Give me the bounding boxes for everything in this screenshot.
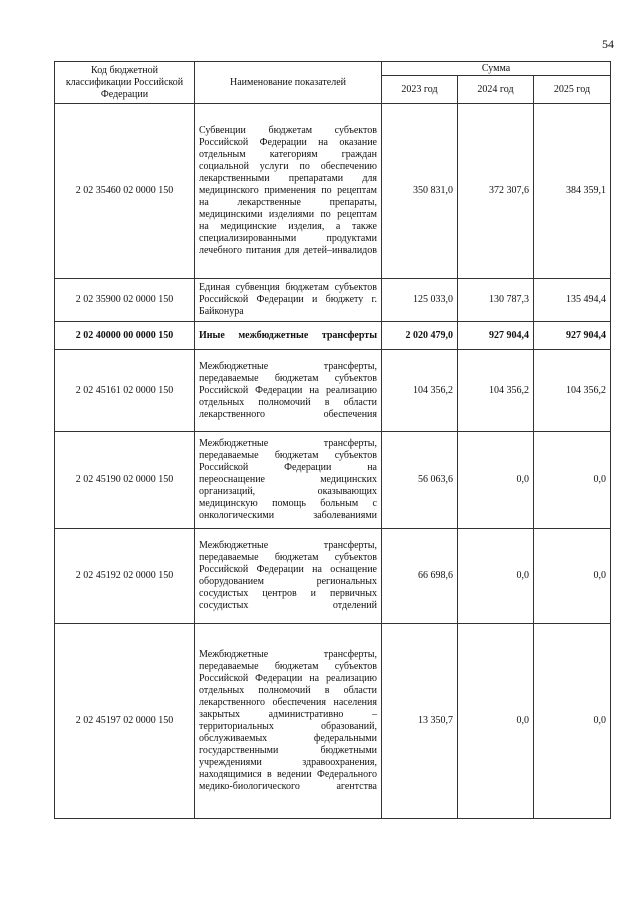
page-number: 54 — [602, 37, 614, 51]
row-value-2024: 104 356,2 — [458, 350, 534, 432]
row-code: 2 02 45190 02 0000 150 — [55, 432, 195, 529]
row-value-2024: 0,0 — [458, 529, 534, 624]
row-name: Субвенции бюджетам субъектов Российской Федерации на оказание отдельным категориям граждан социальной услуги по обеспечению лекарственными препаратами для медицинского применения по рецептам на лекарственные препараты, медицинскими изделиями по рецептам на медицинские изделия, а также специализированными продуктами лечебного питания для детей–инвалидов — [195, 104, 382, 279]
row-name: Межбюджетные трансферты, передаваемые бюджетам субъектов Российской Федерации на переоснащение медицинских организаций, оказывающих медицинскую помощь больным с онкологическими заболеваниями — [195, 432, 382, 529]
row-value-2024: 927 904,4 — [458, 322, 534, 350]
row-value-2024: 372 307,6 — [458, 104, 534, 279]
row-code: 2 02 35900 02 0000 150 — [55, 279, 195, 322]
row-value-2025: 104 356,2 — [534, 350, 611, 432]
table-row — [55, 279, 611, 322]
row-value-2025: 0,0 — [534, 529, 611, 624]
row-value-2023: 350 831,0 — [382, 104, 458, 279]
header-year-2025: 2025 год — [534, 76, 611, 104]
header-year-2023: 2023 год — [382, 76, 458, 104]
budget-table — [54, 61, 611, 819]
row-value-2025: 0,0 — [534, 432, 611, 529]
row-value-2023: 125 033,0 — [382, 279, 458, 322]
table-row — [55, 432, 611, 529]
row-code: 2 02 45161 02 0000 150 — [55, 350, 195, 432]
row-value-2025: 927 904,4 — [534, 322, 611, 350]
table-row-total — [55, 322, 611, 350]
row-name: Межбюджетные трансферты, передаваемые бюджетам субъектов Российской Федерации на реализацию отдельных полномочий в области лекарственного обеспечения населения закрытых административно – территориальных образований, обслуживаемых федеральными государственными бюджетными учреждениями здравоохранения, находящимися в ведении Федерального медико-биологического агентства — [195, 624, 382, 819]
row-name: Межбюджетные трансферты, передаваемые бюджетам субъектов Российской Федерации на реализацию отдельных полномочий в области лекарственного обеспечения — [195, 350, 382, 432]
row-value-2025: 135 494,4 — [534, 279, 611, 322]
header-year-2024: 2024 год — [458, 76, 534, 104]
row-value-2023: 2 020 479,0 — [382, 322, 458, 350]
row-value-2024: 0,0 — [458, 624, 534, 819]
row-name: Единая субвенция бюджетам субъектов Российской Федерации и бюджету г. Байконура — [195, 279, 382, 322]
row-value-2023: 13 350,7 — [382, 624, 458, 819]
row-code: 2 02 45197 02 0000 150 — [55, 624, 195, 819]
header-code: Код бюджетной классификации Российской Федерации — [55, 62, 195, 104]
row-code: 2 02 35460 02 0000 150 — [55, 104, 195, 279]
table-row — [55, 624, 611, 819]
header-name: Наименование показателей — [195, 62, 382, 104]
table-row — [55, 529, 611, 624]
header-sum: Сумма — [382, 62, 611, 76]
row-name: Иные межбюджетные трансферты — [195, 322, 382, 350]
row-value-2024: 0,0 — [458, 432, 534, 529]
row-value-2023: 66 698,6 — [382, 529, 458, 624]
table-row — [55, 104, 611, 279]
row-value-2023: 104 356,2 — [382, 350, 458, 432]
row-code: 2 02 40000 00 0000 150 — [55, 322, 195, 350]
row-value-2025: 0,0 — [534, 624, 611, 819]
table-row — [55, 350, 611, 432]
row-name: Межбюджетные трансферты, передаваемые бюджетам субъектов Российской Федерации на оснащение оборудованием региональных сосудистых центров и первичных сосудистых отделений — [195, 529, 382, 624]
row-code: 2 02 45192 02 0000 150 — [55, 529, 195, 624]
row-value-2025: 384 359,1 — [534, 104, 611, 279]
row-value-2023: 56 063,6 — [382, 432, 458, 529]
row-value-2024: 130 787,3 — [458, 279, 534, 322]
